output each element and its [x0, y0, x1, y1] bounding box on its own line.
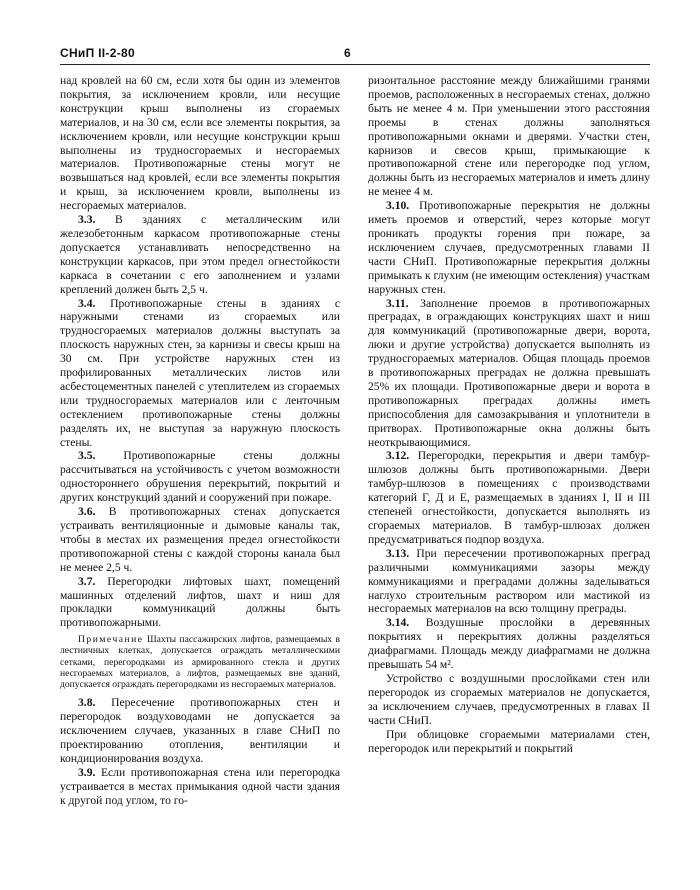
paragraph	[368, 547, 650, 617]
clause-number: 3.12.	[386, 449, 410, 463]
page-number: 6	[344, 46, 351, 60]
clause-number: 3.9.	[78, 765, 96, 779]
paragraph	[368, 449, 650, 546]
clause-number: 3.14.	[386, 616, 410, 630]
paragraph-text: ризонтальное расстояние между ближайшими гранями проемов, расположенных в несгораемых стенах, должно быть не менее 4 м. При уменьшении этого расстояния проемы в стенах должны заполняться противопожарными окнами и дверями. Участки стен, карнизов и свесов крыш, примыкающие к противопожарной стене или перегородке под углом, должны быть из несгораемых материалов и иметь длину не менее 4 м.	[368, 74, 650, 199]
paragraph	[368, 74, 650, 199]
paragraph	[60, 213, 340, 296]
paragraph-text: Противопожарные стены в зданиях с наружными стенами из сгораемых или трудносгораемых материалов должны выступать за плоскость наружных стен, за карнизы и свесы крыш на 30 см. При устройстве наружных стен из профилированных металлических листов или асбестоцементных панелей с утеплителем из сгораемых или трудносгораемых материалов или с ленточным остеклением противопожарные стены должны разделять их, не выступая за наружную плоскость стены.	[60, 296, 340, 449]
note-paragraph	[60, 634, 340, 690]
note-label: Примечание	[78, 634, 144, 646]
paragraph	[60, 74, 340, 213]
paragraph-text: Противопожарные стены должны рассчитываться на устойчивость с учетом возможности одностороннего обрушения перекрытий, покрытий и других конструкций зданий и сооружений при пожаре.	[60, 449, 340, 505]
paragraph-text: Если противопожарная стена или перегородка устраивается в местах примыкания одной части здания к другой под углом, то го-	[60, 765, 340, 807]
paragraph-text: Пересечение противопожарных стен и перегородок воздуховодами не допускается за исключением случаев, указанных в главе СНиП по проектированию отопления, вентиляции и кондиционирования воздуха.	[60, 696, 340, 765]
paragraph	[60, 696, 340, 766]
paragraph-text: В противопожарных стенах допускается устраивать вентиляционные и дымовые каналы так, чтобы в местах их размещения предел огнестойкости противопожарной стены с каждой стороны канала был не менее 2,5 ч.	[60, 505, 340, 574]
paragraph-text: Заполнение проемов в противопожарных преградах, в ограждающих конструкциях шахт и ниш для коммуникаций (противопожарные двери, ворота, люки и другие устройства) допускается выполнять из трудносгораемых материалов. Общая площадь проемов в противопожарных преградах не должна превышать 25% их площади. Противопожарные двери и ворота в противопожарных преградах должны иметь приспособления для самозакрывания и уплотнители в притворах. Противопожарные окна должны быть неоткрывающимися.	[368, 296, 650, 449]
clause-number: 3.3.	[78, 213, 96, 227]
clause-number: 3.13.	[386, 546, 410, 560]
paragraph-text: При пересечении противопожарных преград различными коммуникациями зазоры между коммуникациями и преградами должны заделываться наглухо строительным раствором или мастикой из несгораемых материалов на всю толщину преграды.	[368, 546, 650, 616]
clause-number: 3.4.	[78, 296, 96, 310]
clause-number: 3.6.	[78, 505, 96, 519]
clause-number: 3.7.	[78, 574, 96, 588]
clause-number: 3.11.	[386, 296, 409, 310]
paragraph-text: Перегородки лифтовых шахт, помещений машинных отделений лифтов, шахт и ниш для прокладки коммуникаций должны быть противопожарными.	[60, 574, 340, 630]
right-text-column	[368, 74, 650, 755]
paragraph	[368, 728, 650, 756]
paragraph	[60, 297, 340, 450]
paragraph	[368, 672, 650, 728]
clause-number: 3.5.	[78, 449, 96, 463]
document-code: СНиП II-2-80	[60, 46, 135, 60]
paragraph-text: над кровлей на 60 см, если хотя бы один из элементов покрытия, за исключением кровли, или несущие конструкции крыш выполнены из сгораемых материалов, и на 30 см, если все элементы покрытия, за исключением кровли, или несущие конструкции крыш выполнены из трудносгораемых и несгораемых материалов. Противопожарные стены могут не возвышаться над кровлей, если все элементы покрытия и крыш, за исключением кровли, выполнены из несгораемых материалов.	[60, 74, 340, 213]
page-header	[60, 46, 650, 62]
paragraph	[60, 505, 340, 575]
paragraph	[60, 766, 340, 808]
paragraph	[60, 449, 340, 505]
left-text-column	[60, 74, 340, 808]
paragraph-text: Противопожарные перекрытия не должны иметь проемов и отверстий, через которые могут проникать продукты горения при пожаре, за исключением случаев, предусмотренных главами II части СНиП. Противопожарные перекрытия должны примыкать к глухим (не имеющим остекления) участкам наружных стен.	[368, 199, 650, 296]
paragraph	[368, 199, 650, 296]
paragraph-text: При облицовке сгораемыми материалами стен, перегородок или перекрытий и покрытий	[368, 727, 650, 755]
clause-number: 3.10.	[386, 199, 410, 213]
paragraph-text: В зданиях с металлическим или железобетонным каркасом противопожарные стены допускается устанавливать непосредственно на конструкции каркасов, при этом предел огнестойкости каркаса в сочетании с его заполнением и узлами креплений должен быть 2,5 ч.	[60, 213, 340, 296]
paragraph-text: Устройство с воздушными прослойками стен или перегородок из сгораемых материалов не допускается, за исключением случаев, предусмотренных в главах II части СНиП.	[368, 671, 650, 727]
paragraph-text: Шахты пассажирских лифтов, размещаемых в лестничных клетках, допускается ограждать металлическими сетками, перегородками из армированного стекла и других несгораемых материалов, а лифтов, размещаемых вне зданий, допускается ограждать перегородками из несгораемых материалов.	[60, 634, 340, 691]
paragraph	[368, 297, 650, 450]
paragraph	[60, 575, 340, 631]
paragraph	[368, 616, 650, 672]
paragraph-text: Воздушные прослойки в деревянных покрытиях и перекрытиях должны разделяться диафрагмами. Площадь между диафрагмами не должна превышать 54 м².	[368, 616, 650, 672]
clause-number: 3.8.	[78, 696, 96, 710]
header-rule	[60, 64, 650, 65]
paragraph-text: Перегородки, перекрытия и двери тамбур-шлюзов должны быть противопожарными. Двери тамбур-шлюзов в помещениях с производствами категорий Г, Д и Е, размещаемых в зданиях I, II и III степеней огнестойкости, допускается выполнять из сгораемых материалов. В тамбур-шлюзах должен предусматриваться подпор воздуха.	[368, 449, 650, 546]
